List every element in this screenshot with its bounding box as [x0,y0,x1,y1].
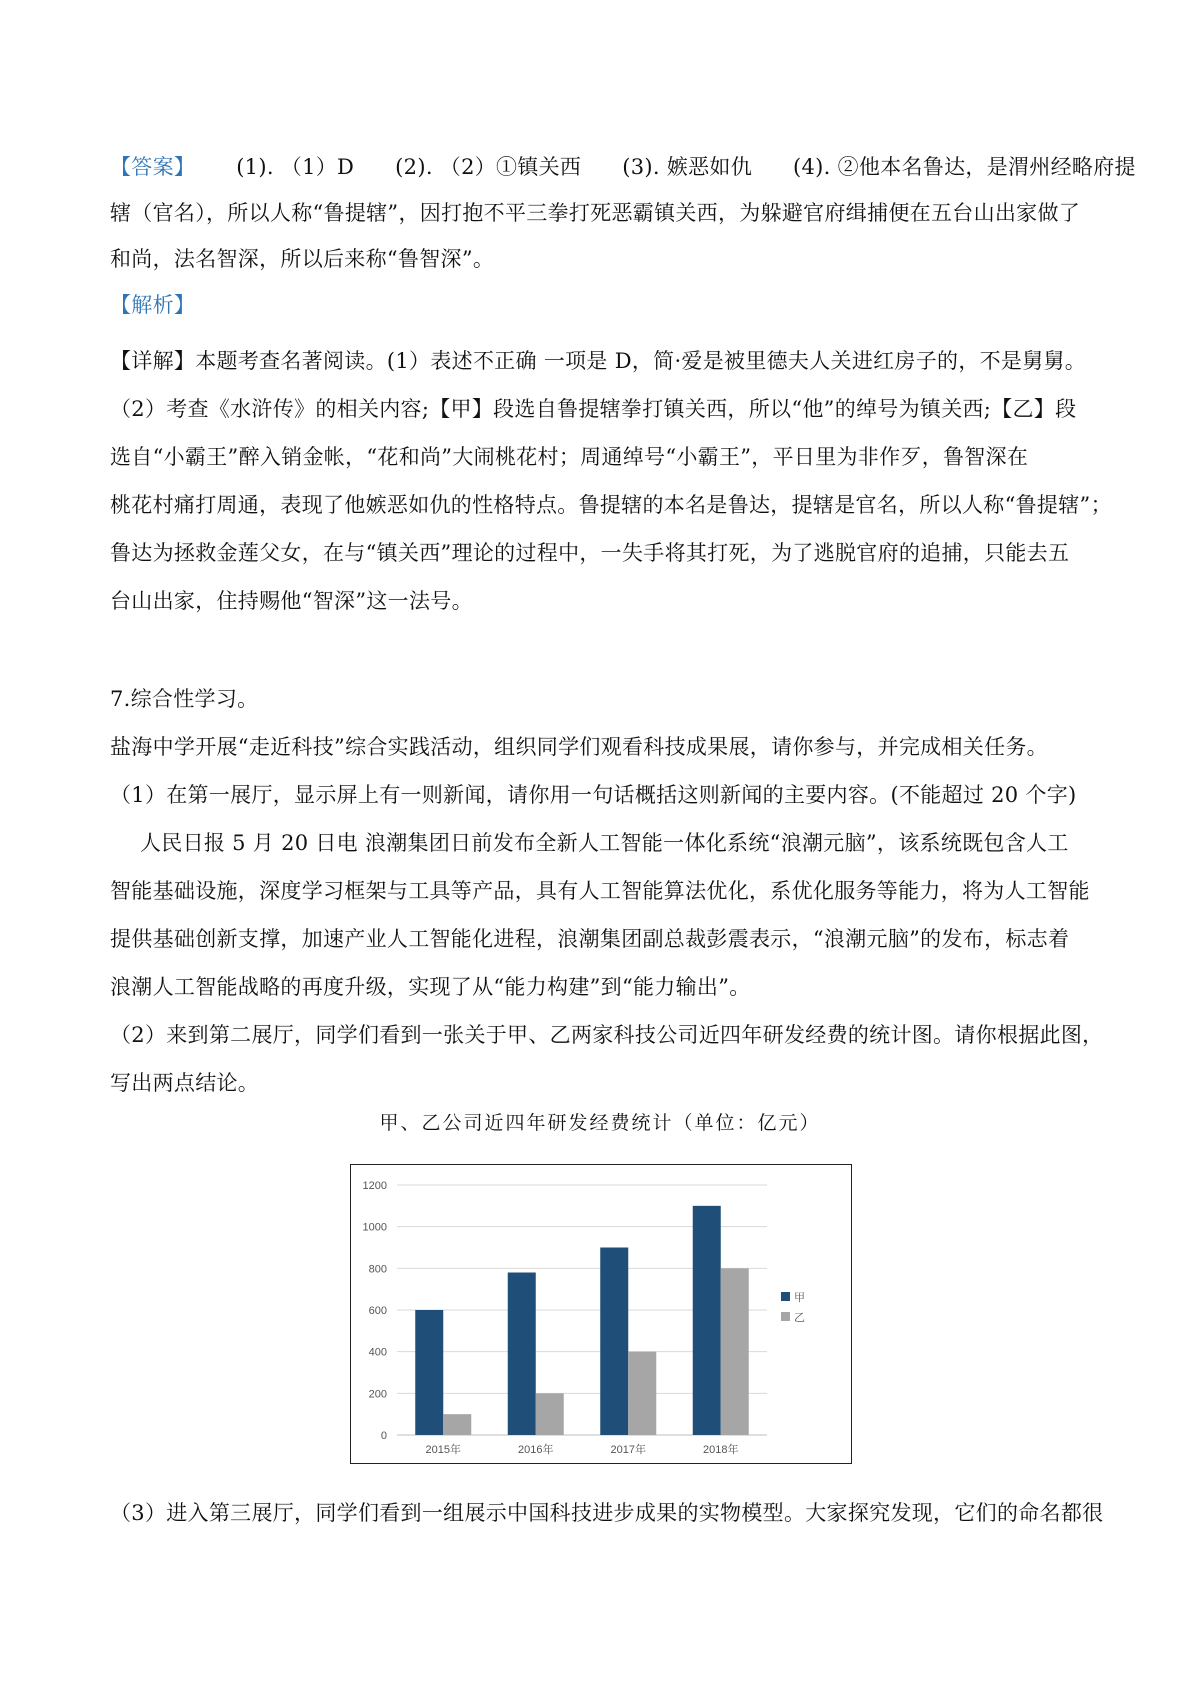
q7-sub2-line-1: （2）来到第二展厅，同学们看到一张关于甲、乙两家科技公司近四年研发经费的统计图。请你根据此图， [110,1023,1104,1047]
answer-item-1: (1). （1）D [236,155,355,179]
news-line-1: 人民日报 5 月 20 日电 浪潮集团日前发布全新人工智能一体化系统“浪潮元脑”，该系统既包含人工 [140,831,1069,855]
bar-乙-2018年 [721,1268,749,1435]
q7-intro: 盐海中学开展“走近科技”综合实践活动，组织同学们观看科技成果展，请你参与，并完成相关任务。 [110,735,1048,759]
bar-甲-2017年 [600,1248,628,1436]
x-tick-label: 2017年 [610,1444,646,1456]
analysis-line-1: 【详解】本题考查名著阅读。(1）表述不正确 一项是 D，简·爱是被里德夫人关进红房子的，不是舅舅。 [110,349,1087,373]
legend-label: 甲 [794,1292,805,1304]
analysis-line-3: 选自“小霸王”醉入销金帐，“花和尚”大闹桃花村；周通绰号“小霸王”，平日里为非作歹，鲁智深在 [110,445,1029,469]
analysis-tag: 【解析】 [110,293,196,317]
bar-乙-2017年 [628,1352,656,1435]
legend-swatch-乙 [781,1312,790,1321]
q7-title: 7.综合性学习。 [110,687,259,711]
x-tick-label: 2015年 [425,1444,461,1456]
answer-line-1 [110,152,1136,182]
y-tick-label: 1200 [362,1180,387,1192]
answer-item-4: (4). ②他本名鲁达，是渭州经略府提 [793,155,1136,179]
analysis-line-5: 鲁达为拯救金莲父女，在与“镇关西”理论的过程中，一失手将其打死，为了逃脱官府的追捕，只能去五 [110,541,1070,565]
analysis-line-2: （2）考查《水浒传》的相关内容;【甲】段选自鲁提辖拳打镇关西，所以“他”的绰号为镇关西;【乙】段 [110,397,1077,421]
x-tick-label: 2016年 [518,1444,554,1456]
y-tick-label: 1000 [362,1221,387,1234]
analysis-line-6: 台山出家，住持赐他“智深”这一法号。 [110,589,473,613]
bar-甲-2016年 [508,1273,536,1436]
y-tick-label: 200 [368,1388,387,1401]
analysis-line-4: 桃花村痛打周通，表现了他嫉恶如仇的性格特点。鲁提辖的本名是鲁达，提辖是官名，所以人称“鲁提辖”； [110,493,1112,517]
legend-label: 乙 [794,1312,805,1324]
bar-乙-2016年 [536,1393,564,1435]
answer-item-2: (2). （2）①镇关西 [395,155,582,179]
answer-tag: 【答案】 [110,155,196,179]
answer-line-2: 辖（官名），所以人称“鲁提辖”，因打抱不平三拳打死恶霸镇关西，为躲避官府缉捕便在五台山出家做了 [110,201,1081,225]
y-tick-label: 600 [368,1305,387,1317]
y-tick-label: 400 [368,1346,387,1359]
y-tick-label: 800 [368,1263,387,1276]
answer-line-3: 和尚，法名智深，所以后来称“鲁智深”。 [110,247,495,271]
y-tick-label: 0 [380,1430,387,1442]
bar-chart [350,1164,852,1464]
x-tick-label: 2018年 [703,1444,739,1456]
news-line-3: 提供基础创新支撑，加速产业人工智能化进程，浪潮集团副总裁彭震表示，“浪潮元脑”的发布，标志着 [110,927,1070,951]
news-line-4: 浪潮人工智能战略的再度升级，实现了从“能力构建”到“能力输出”。 [110,975,751,999]
q7-sub1: （1）在第一展厅，显示屏上有一则新闻，请你用一句话概括这则新闻的主要内容。(不能超过 20 个字) [110,783,1077,807]
chart-title: 甲、乙公司近四年研发经费统计（单位：亿元） [379,1112,821,1134]
bar-甲-2015年 [415,1310,443,1435]
q7-sub3: （3）进入第三展厅，同学们看到一组展示中国科技进步成果的实物模型。大家探究发现，它们的命名都很 [110,1501,1104,1525]
bar-chart-svg [351,1165,853,1465]
answer-item-3: (3). 嫉恶如仇 [622,155,753,179]
bar-乙-2015年 [443,1414,471,1435]
q7-sub2-line-2: 写出两点结论。 [110,1071,260,1095]
legend-swatch-甲 [781,1292,790,1301]
news-line-2: 智能基础设施，深度学习框架与工具等产品，具有人工智能算法优化，系优化服务等能力，将为人工智能 [110,879,1090,903]
bar-甲-2018年 [693,1206,721,1435]
